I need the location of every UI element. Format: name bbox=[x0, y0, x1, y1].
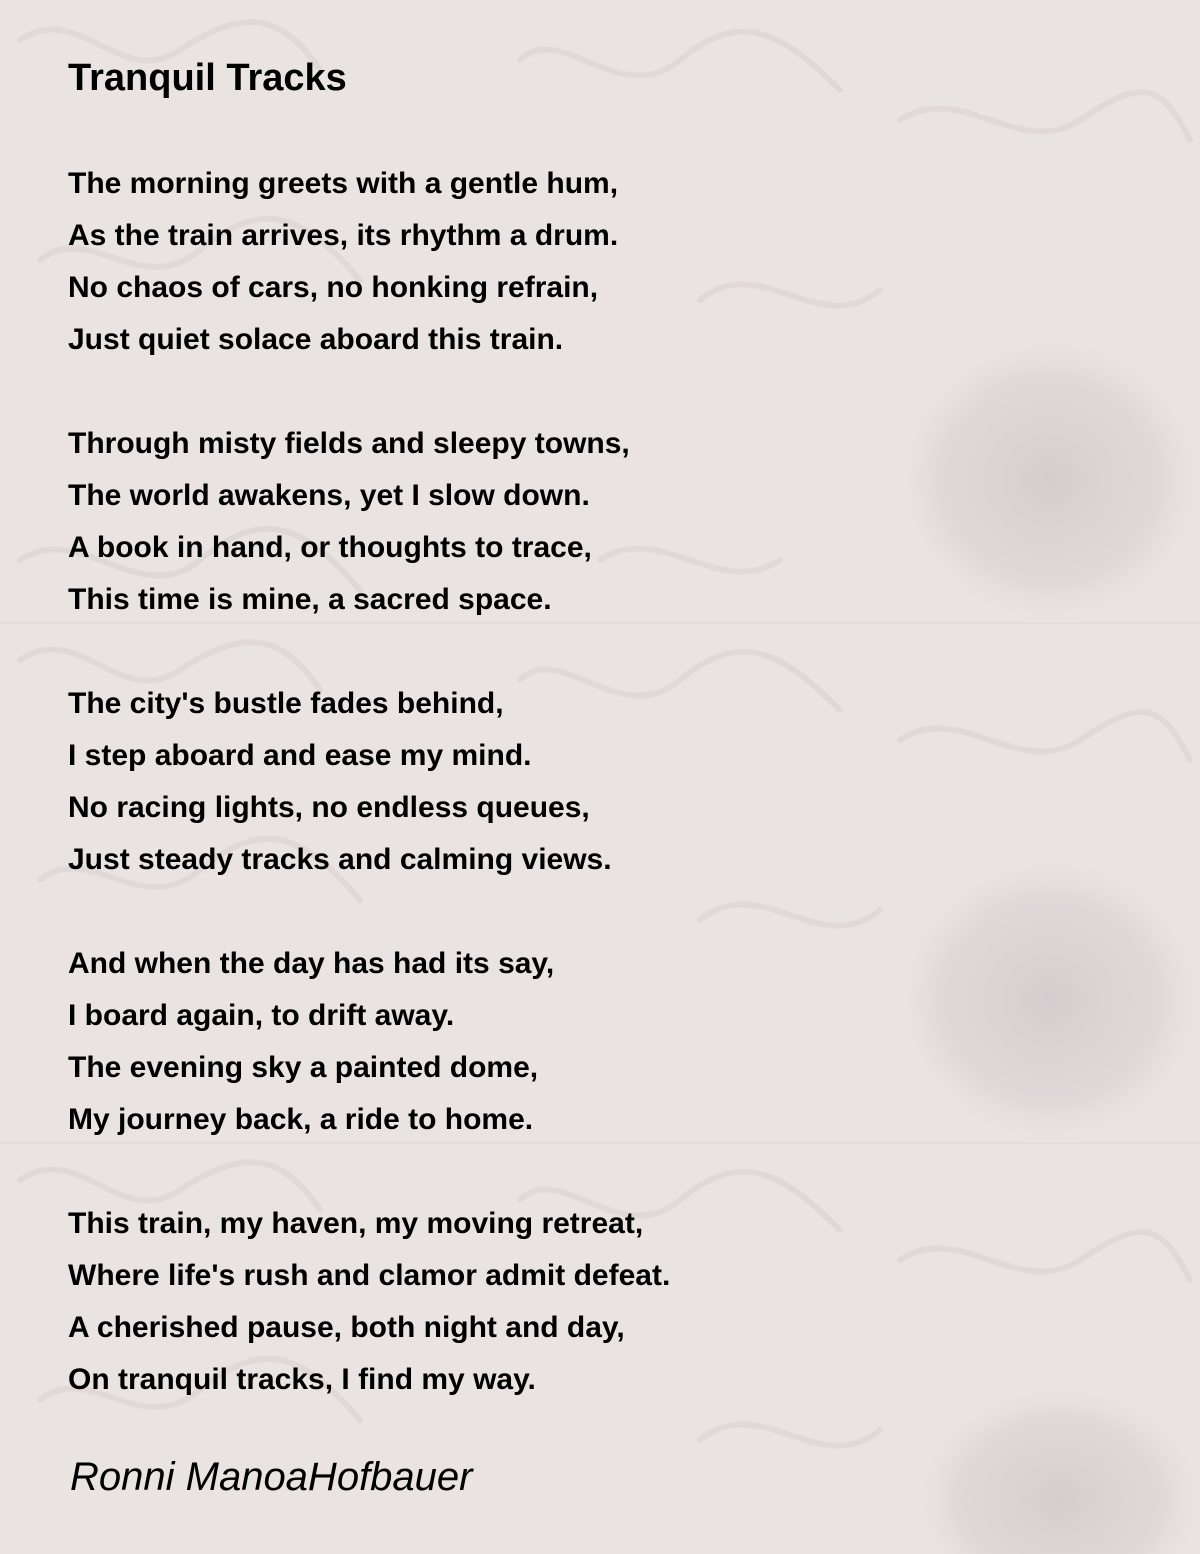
poem-line: The morning greets with a gentle hum, bbox=[68, 167, 619, 200]
poem-line: This train, my haven, my moving retreat, bbox=[68, 1207, 644, 1240]
poem-line: My journey back, a ride to home. bbox=[68, 1103, 534, 1136]
poem-line: On tranquil tracks, I find my way. bbox=[68, 1363, 536, 1396]
poem-line: I step aboard and ease my mind. bbox=[68, 739, 532, 772]
poem-line: The evening sky a painted dome, bbox=[68, 1051, 539, 1084]
stanza-5 bbox=[68, 1198, 1128, 1406]
poem-title: Tranquil Tracks bbox=[68, 57, 347, 99]
poem-line: Just quiet solace aboard this train. bbox=[68, 323, 564, 356]
poem-line: This time is mine, a sacred space. bbox=[68, 583, 552, 616]
poem-line: No racing lights, no endless queues, bbox=[68, 791, 590, 824]
poem-line: A cherished pause, both night and day, bbox=[68, 1311, 625, 1344]
stanza-2 bbox=[68, 418, 1128, 626]
poem-line: The world awakens, yet I slow down. bbox=[68, 479, 590, 512]
poem-line: And when the day has had its say, bbox=[68, 947, 555, 980]
poem-line: Just steady tracks and calming views. bbox=[68, 843, 612, 876]
poem-line: No chaos of cars, no honking refrain, bbox=[68, 271, 599, 304]
poem-line: Where life's rush and clamor admit defeat. bbox=[68, 1259, 671, 1292]
poem-line: I board again, to drift away. bbox=[68, 999, 455, 1032]
poem-line: Through misty fields and sleepy towns, bbox=[68, 427, 630, 460]
poem-body bbox=[68, 158, 1128, 1406]
poem-line: A book in hand, or thoughts to trace, bbox=[68, 531, 592, 564]
poem-author: Ronni ManoaHofbauer bbox=[70, 1455, 473, 1499]
stanza-1 bbox=[68, 158, 1128, 366]
stanza-3 bbox=[68, 678, 1128, 886]
stanza-4 bbox=[68, 938, 1128, 1146]
poem-line: As the train arrives, its rhythm a drum. bbox=[68, 219, 619, 252]
poem bbox=[68, 56, 1128, 1458]
poem-line: The city's bustle fades behind, bbox=[68, 687, 504, 720]
